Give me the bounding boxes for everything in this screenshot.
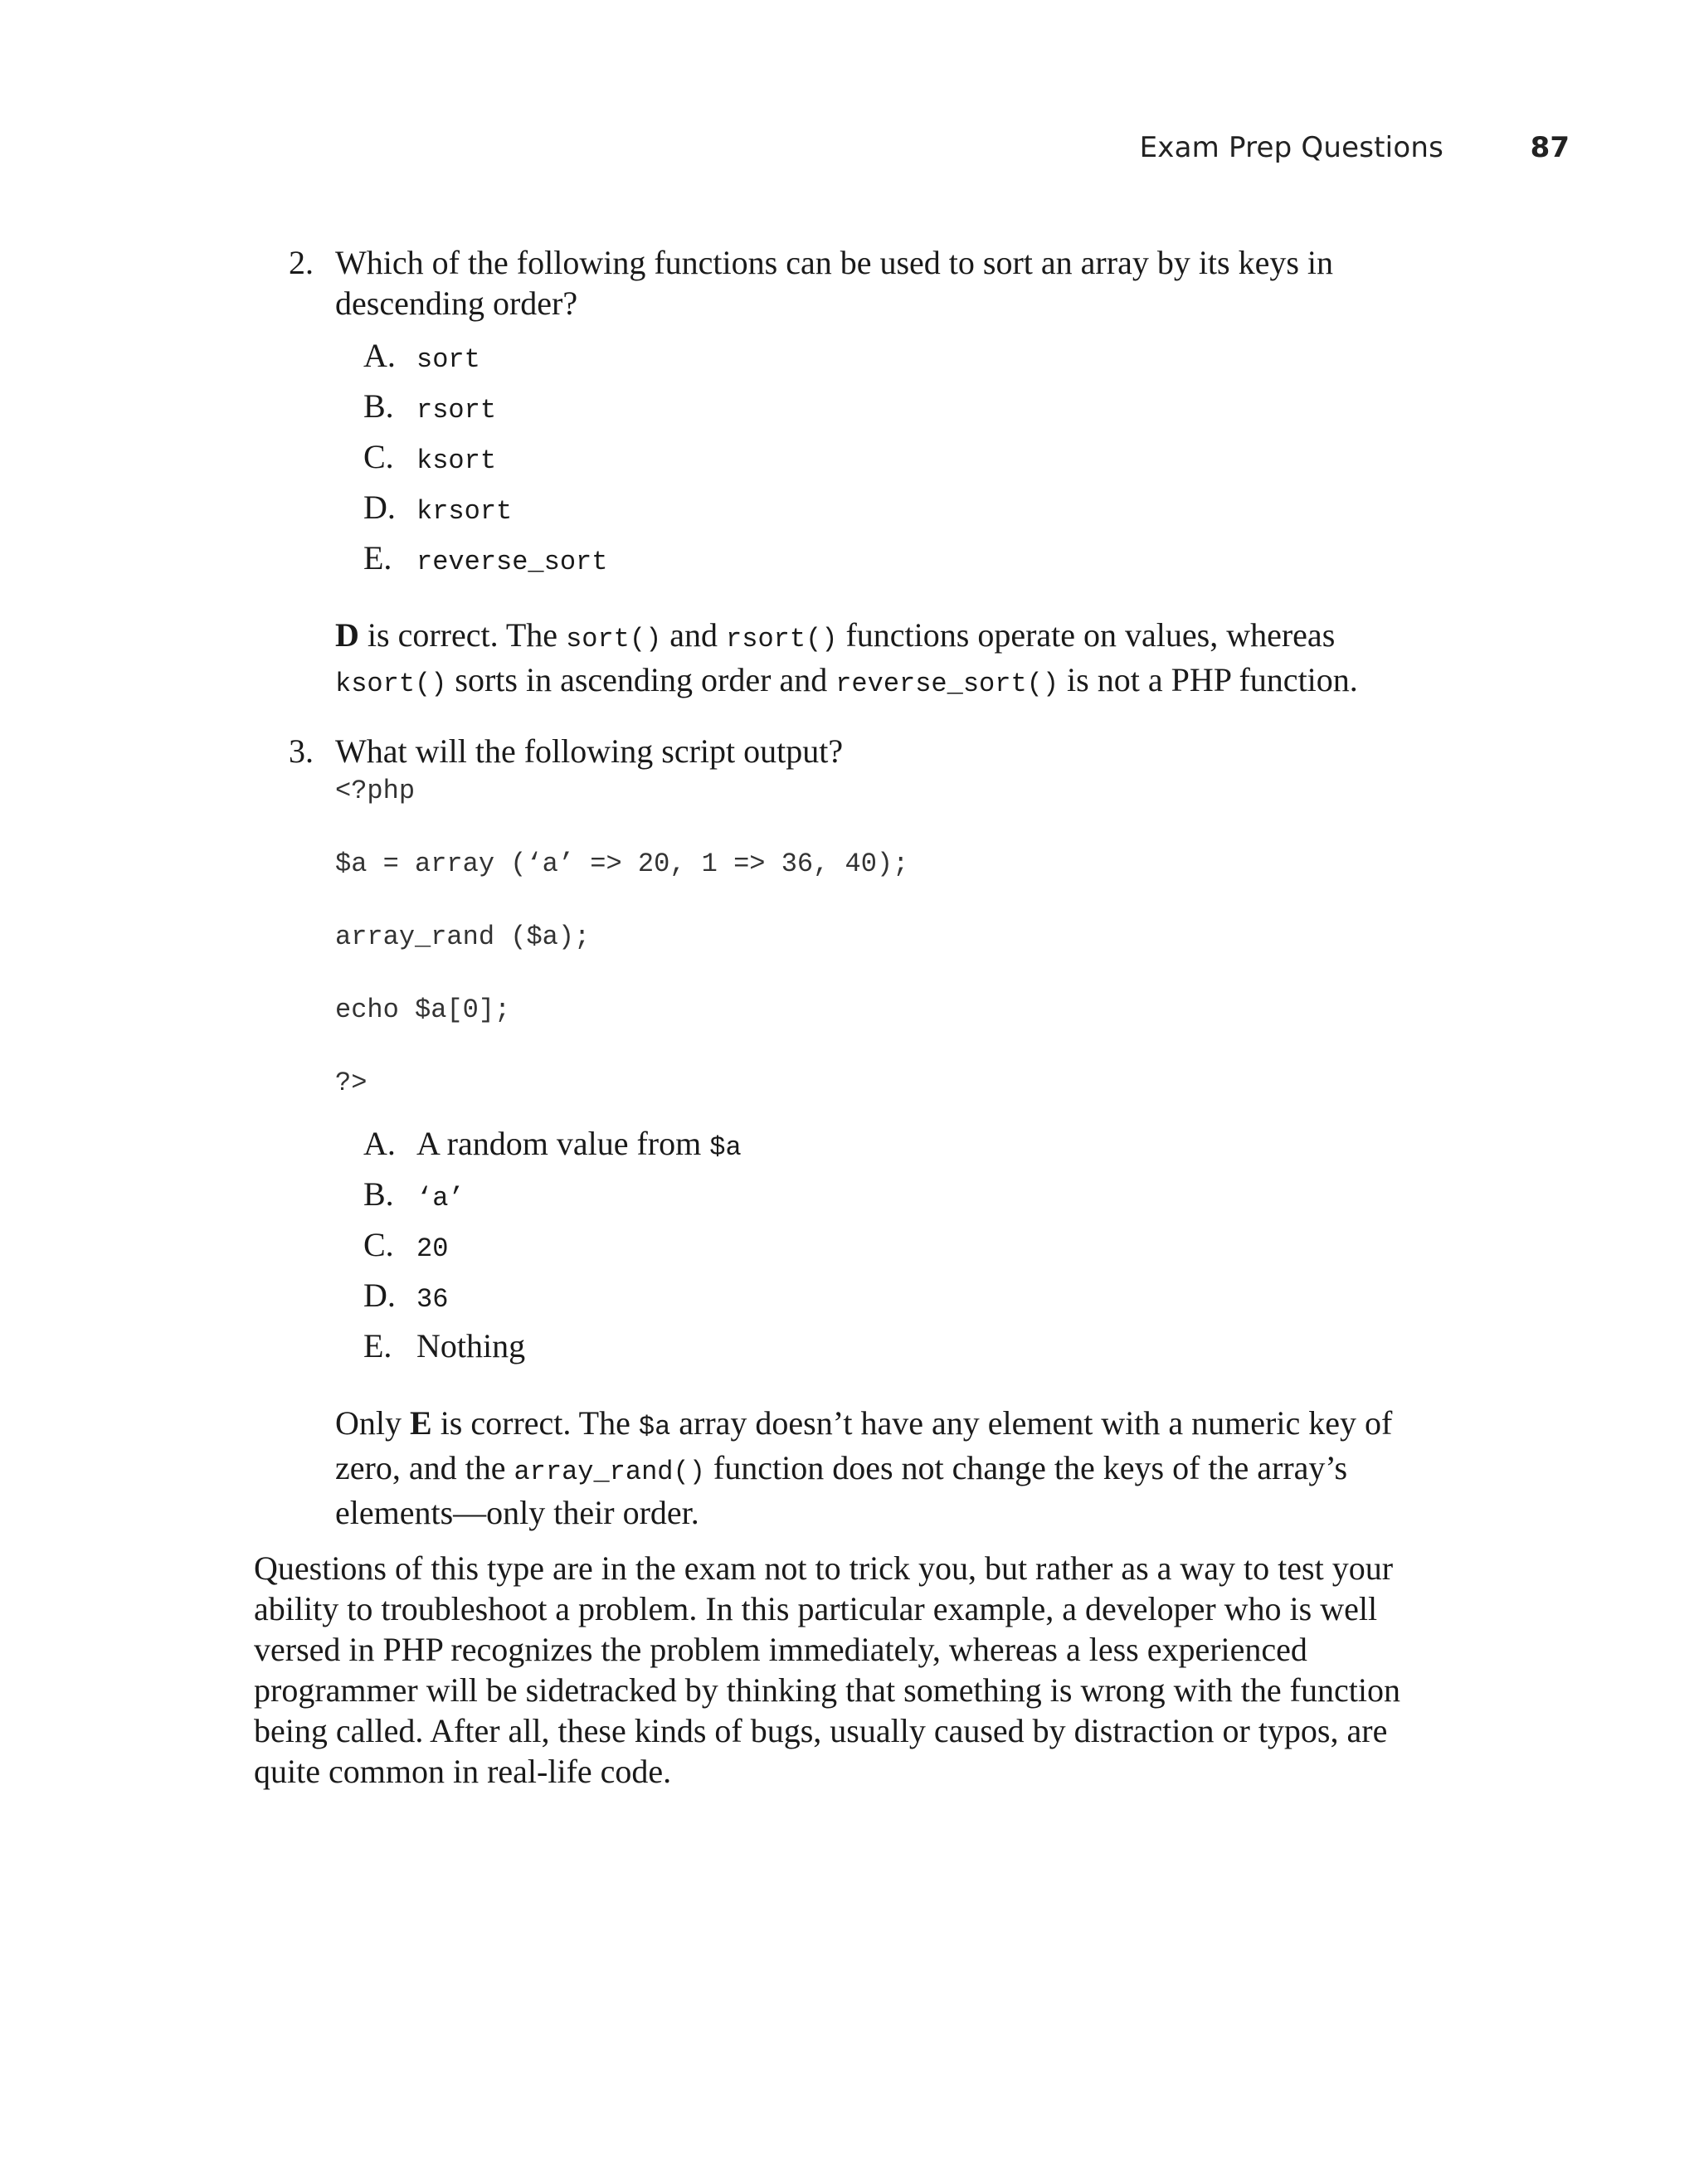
code-block xyxy=(335,773,1448,1102)
inline-code: $a xyxy=(638,1412,671,1442)
question-3 xyxy=(254,731,1448,1533)
option-item xyxy=(335,1270,1448,1321)
option-text: Nothing xyxy=(416,1327,526,1364)
option-item xyxy=(335,431,1448,482)
question-number: 2. xyxy=(289,244,314,281)
option-code: ksort xyxy=(416,445,497,476)
question-text: What will the following script output? xyxy=(335,732,844,770)
code-line: array_rand ($a); xyxy=(335,922,591,952)
answer-text: array doesn’t have any element with a numeric key of zero, and the xyxy=(335,1404,1393,1486)
option-item xyxy=(335,533,1448,583)
answer-text: and xyxy=(661,616,727,654)
answer-text: is correct. The xyxy=(358,616,567,654)
option-code: krsort xyxy=(416,496,513,527)
option-letter: A. xyxy=(363,1125,396,1162)
option-item xyxy=(335,1219,1448,1270)
answer-explanation xyxy=(335,615,1448,704)
answer-letter: D xyxy=(335,616,359,654)
code-line: ?> xyxy=(335,1068,368,1098)
option-letter: B. xyxy=(363,387,394,425)
option-letter: B. xyxy=(363,1175,394,1213)
answer-explanation xyxy=(335,1403,1448,1533)
option-text: A random value from xyxy=(416,1125,710,1162)
option-item xyxy=(335,482,1448,533)
page-number: 87 xyxy=(1530,131,1570,164)
section-title: Exam Prep Questions xyxy=(1139,131,1443,164)
option-code: $a xyxy=(709,1132,742,1163)
code-line: <?php xyxy=(335,776,416,806)
option-code: 36 xyxy=(416,1284,449,1315)
running-header xyxy=(0,131,1699,173)
option-letter: A. xyxy=(363,337,396,374)
option-item xyxy=(335,330,1448,381)
option-letter: C. xyxy=(363,1226,394,1263)
code-line: $a = array (‘a’ => 20, 1 => 36, 40); xyxy=(335,849,909,879)
inline-code: rsort() xyxy=(726,624,838,654)
option-code: reverse_sort xyxy=(416,547,608,577)
inline-code: ksort() xyxy=(335,669,447,699)
option-item xyxy=(335,1118,1448,1169)
answer-letter: E xyxy=(410,1404,432,1442)
answer-text: Only xyxy=(335,1404,410,1442)
option-item xyxy=(335,1169,1448,1219)
inline-code: sort() xyxy=(566,624,662,654)
option-code: sort xyxy=(416,344,480,375)
code-line: echo $a[0]; xyxy=(335,995,511,1025)
option-list xyxy=(335,330,1448,583)
option-list xyxy=(335,1118,1448,1371)
question-2 xyxy=(254,242,1448,704)
option-letter: D. xyxy=(363,489,396,526)
answer-text: is not a PHP function. xyxy=(1059,661,1358,698)
answer-text: function does not change the keys of the array’s elements—only their order. xyxy=(335,1449,1348,1531)
answer-text: functions operate on values, whereas xyxy=(837,616,1336,654)
option-letter: C. xyxy=(363,438,394,475)
closing-paragraph: Questions of this type are in the exam not to trick you, but rather as a way to test your ability to troubleshoot a problem. In this particular example, a developer who is well versed in PHP recognizes the problem immediately, whereas a less experienced programmer will be sidetracked by thinking that something is wrong with the function being called. After all, these kinds of bugs, usually caused by distraction or typos, are quite common in real-life code. xyxy=(254,1549,1400,1790)
question-text: Which of the following functions can be used to sort an array by its keys in descending order? xyxy=(335,244,1334,322)
answer-text: sorts in ascending order and xyxy=(446,661,836,698)
option-item xyxy=(335,1321,1448,1371)
option-letter: E. xyxy=(363,539,392,576)
question-number: 3. xyxy=(289,732,314,770)
option-letter: D. xyxy=(363,1277,396,1314)
answer-text: is correct. The xyxy=(431,1404,639,1442)
page-body xyxy=(254,242,1448,1825)
option-code: ‘a’ xyxy=(416,1183,465,1214)
option-code: rsort xyxy=(416,395,497,426)
inline-code: array_rand() xyxy=(514,1457,705,1487)
option-letter: E. xyxy=(363,1327,392,1364)
option-code: 20 xyxy=(416,1233,449,1264)
inline-code: reverse_sort() xyxy=(835,669,1059,699)
option-item xyxy=(335,381,1448,431)
